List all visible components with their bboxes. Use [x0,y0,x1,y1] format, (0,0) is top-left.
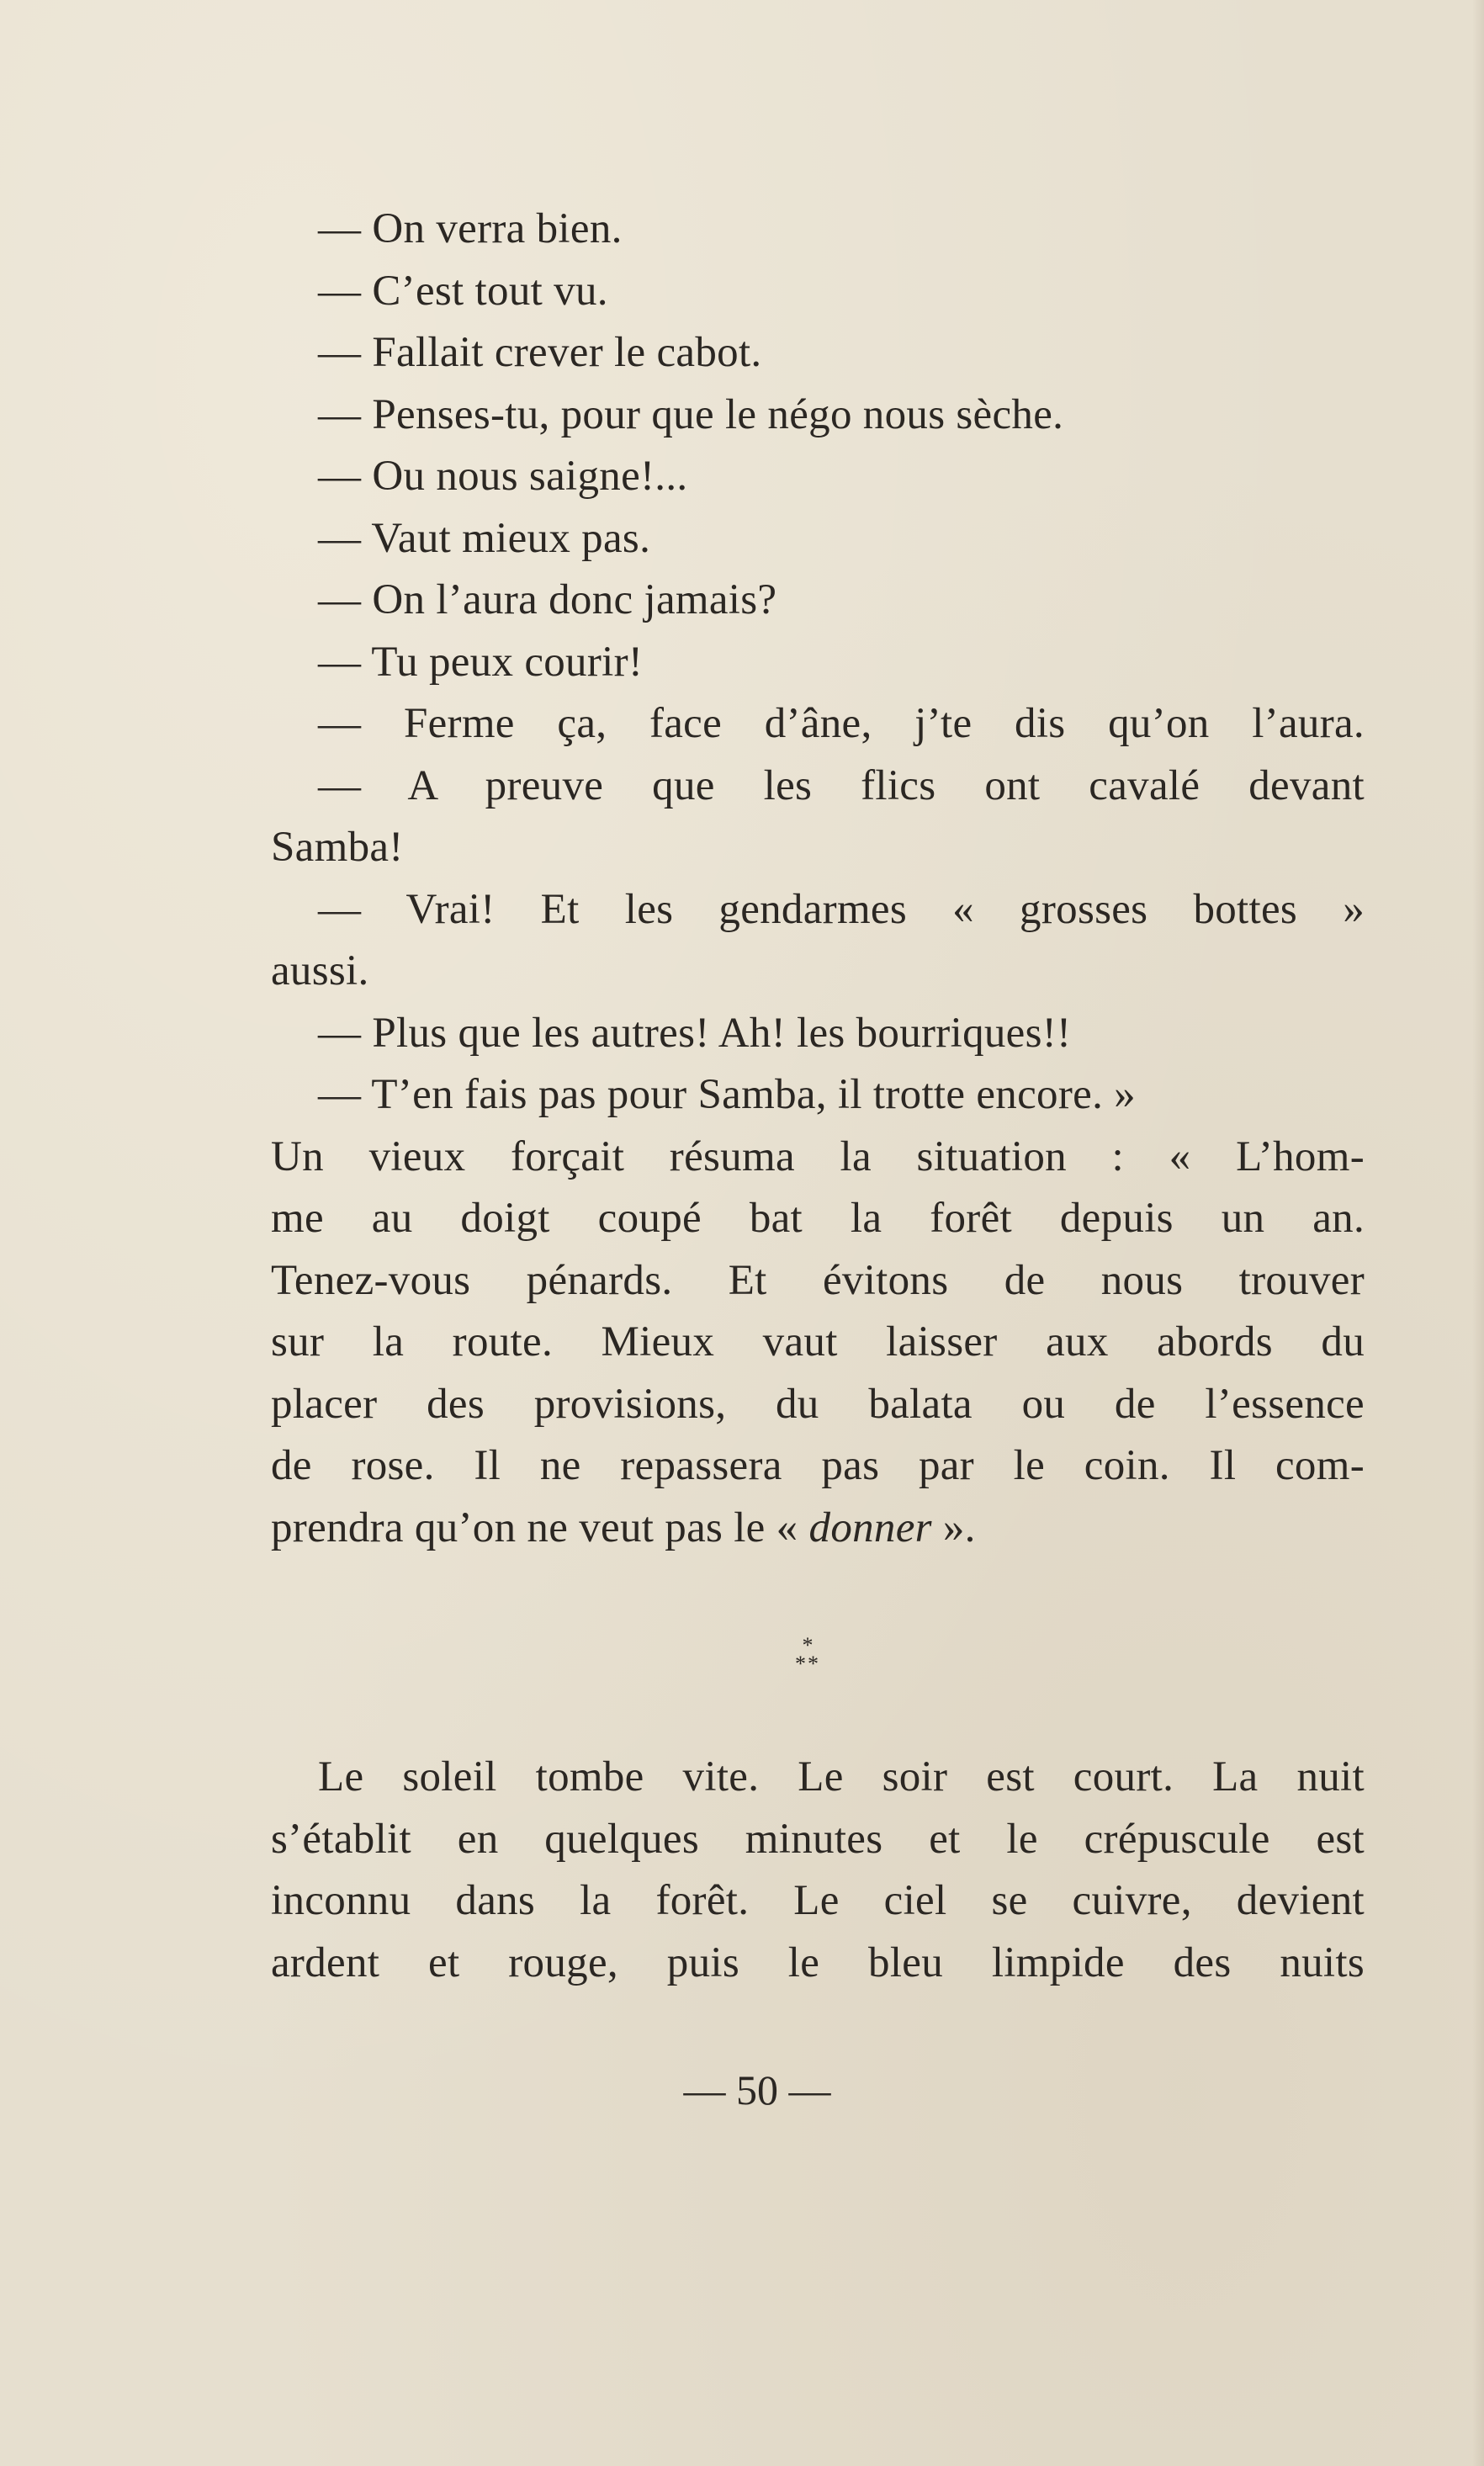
paragraph-last-line [271,1498,1365,1560]
paragraph-line: sur la route. Mieux vaut laisser aux abords du [271,1318,1365,1366]
dialogue-line: — Fallait crever le cabot. [318,329,762,376]
second-paragraph [271,1747,1365,1994]
paragraph-last-line-start: prendra qu’on ne veut pas le « [271,1503,809,1551]
dialogue-line: — On l’aura donc jamais? [318,576,777,623]
paragraph-line: me au doigt coupé bat la forêt depuis un an. [271,1195,1365,1242]
paragraph-line: s’établit en quelques minutes et le crépuscule est [271,1815,1365,1863]
dialogue-line: — Vrai! Et les gendarmes « grosses bottes » [318,885,1365,933]
dialogue-line: — A preuve que les flics ont cavalé devant [318,761,1365,809]
paragraph-line: Tenez-vous pénards. Et évitons de nous trouver [271,1256,1365,1304]
dialogue-line: — Vaut mieux pas. [318,514,651,562]
dialogue-line: — T’en fais pas pour Samba, il trotte encore. » [318,1071,1136,1118]
dialogue-line: aussi. [271,947,369,994]
italic-word: donner [808,1503,932,1551]
dialogue-line: — Penses-tu, pour que le négo nous sèche. [318,390,1064,438]
paragraph-line: Le soleil tombe vite. Le soir est court. La nuit [318,1753,1365,1800]
dialogue-block [271,199,1365,1559]
paragraph-line: inconnu dans la forêt. Le ciel se cuivre, devient [271,1877,1365,1924]
page-number: — 50 — [683,2066,831,2113]
paragraph-line: Un vieux forçait résuma la situation : « L’hom- [271,1132,1365,1180]
dialogue-line: — C’est tout vu. [318,267,608,315]
paragraph-line: de rose. Il ne repassera pas par le coin. Il com- [271,1442,1365,1489]
paragraph-line: placer des provisions, du balata ou de l’essence [271,1380,1365,1428]
paragraph-line: ardent et rouge, puis le bleu limpide des nuits [271,1938,1365,1986]
dialogue-line: — Tu peux courir! [318,638,644,686]
dialogue-line: — Plus que les autres! Ah! les bourriques!! [318,1009,1072,1057]
asterism-top: * [802,1633,814,1657]
dialogue-line: Samba! [271,824,404,871]
asterism-separator [774,1633,841,1687]
dialogue-line: — Ferme ça, face d’âne, j’te dis qu’on l’aura. [318,700,1365,747]
asterism-bottom: ** [795,1652,820,1676]
dialogue-line: — On verra bien. [318,205,623,252]
dialogue-line: — Ou nous saigne!... [318,453,688,500]
paragraph-last-line-end: ». [931,1503,976,1551]
page-edge-shadow [1472,0,1484,2466]
